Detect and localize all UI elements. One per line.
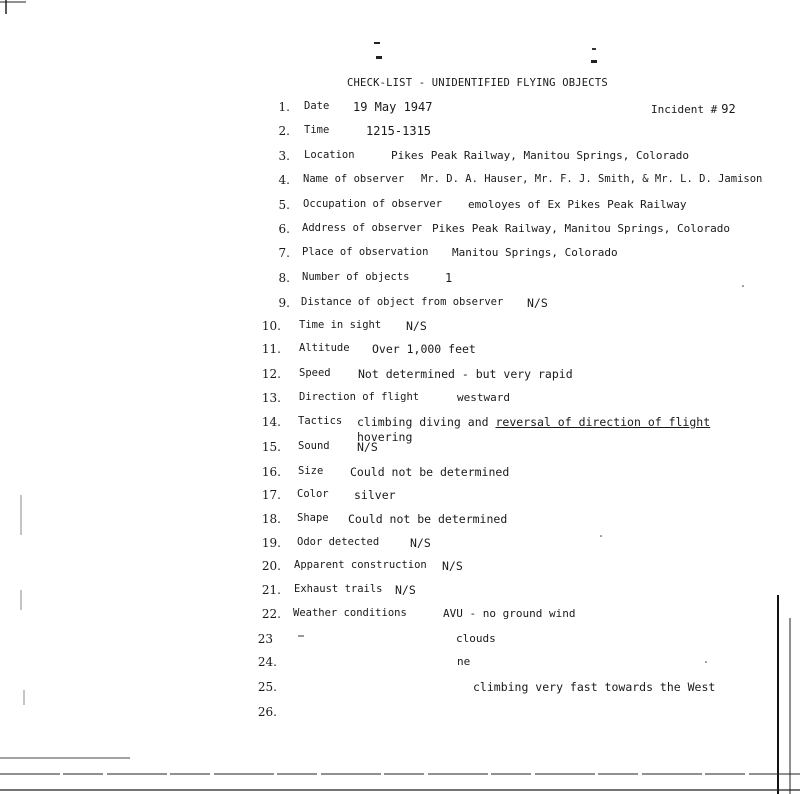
item-number: 12. bbox=[261, 367, 281, 381]
punch-mark bbox=[591, 60, 597, 63]
item-number: 17. bbox=[261, 488, 281, 502]
item-number: 3. bbox=[278, 149, 290, 163]
item-number: 2. bbox=[278, 124, 290, 138]
item-label: Location bbox=[304, 149, 355, 161]
item-value: Could not be determined bbox=[350, 465, 510, 479]
item-value: Pikes Peak Railway, Manitou Springs, Colorado bbox=[391, 149, 690, 162]
incident-label: Incident # bbox=[651, 103, 718, 116]
item-value: N/S bbox=[357, 440, 378, 454]
item-value: westward bbox=[457, 391, 510, 404]
item-number: 1. bbox=[278, 100, 290, 114]
item-number: 13. bbox=[261, 391, 281, 405]
item-number: 14. bbox=[261, 415, 281, 429]
punch-mark bbox=[376, 56, 382, 59]
item-value: 1215-1315 bbox=[366, 124, 432, 138]
item-value: 19 May 1947 bbox=[353, 100, 433, 114]
punch-mark bbox=[592, 48, 596, 50]
item-label: Color bbox=[297, 488, 329, 500]
tactics-underlined-value: reversal of direction of flight bbox=[495, 415, 711, 429]
item-label: Time bbox=[304, 124, 330, 136]
item-value: Manitou Springs, Colorado bbox=[452, 246, 618, 259]
item-number: 20. bbox=[261, 559, 281, 573]
item-label: Address of observer bbox=[302, 222, 423, 234]
item-value: Mr. D. A. Hauser, Mr. F. J. Smith, & Mr. L. D. Jamison bbox=[421, 173, 763, 185]
document-title: CHECK-LIST - UNIDENTIFIED FLYING OBJECTS bbox=[347, 77, 608, 89]
item-number: 8. bbox=[278, 271, 290, 285]
item-value: N/S bbox=[442, 559, 463, 573]
item-label: Sound bbox=[298, 440, 330, 452]
item-label: Tactics bbox=[298, 415, 343, 427]
item-number: 11. bbox=[261, 342, 281, 356]
item-label: Name of observer bbox=[303, 173, 405, 185]
item-value: climbing very fast towards the West bbox=[473, 680, 716, 694]
item-value: Pikes Peak Railway, Manitou Springs, Colorado bbox=[432, 222, 731, 235]
item-label: Occupation of observer bbox=[303, 198, 443, 210]
item-number: 18. bbox=[261, 512, 281, 526]
item-label: Odor detected bbox=[297, 536, 380, 548]
item-number: 10. bbox=[261, 319, 281, 333]
item-value: Not determined - but very rapid bbox=[358, 367, 573, 381]
item-number: 19. bbox=[261, 536, 281, 550]
item-number: 4. bbox=[278, 173, 290, 187]
item-label: Distance of object from observer bbox=[301, 296, 504, 308]
item-label: Exhaust trails bbox=[294, 583, 383, 595]
item-label: Shape bbox=[297, 512, 329, 524]
item-number: 7. bbox=[278, 246, 290, 260]
item-number: 21. bbox=[261, 583, 281, 597]
item-value: N/S bbox=[527, 296, 548, 310]
item-value: Could not be determined bbox=[348, 512, 508, 526]
item-number: 9. bbox=[278, 296, 290, 310]
stray-mark bbox=[705, 661, 707, 663]
item-number: 15. bbox=[261, 440, 281, 454]
item-value: clouds bbox=[456, 632, 496, 645]
item-number: 24. bbox=[257, 655, 277, 669]
incident-number: 92 bbox=[721, 102, 736, 116]
item-number: 16. bbox=[261, 465, 281, 479]
item-number: 25. bbox=[257, 680, 277, 694]
item-value: ne bbox=[457, 655, 471, 668]
tactics-value: climbing diving and bbox=[357, 415, 489, 429]
item-label: Place of observation bbox=[302, 246, 429, 258]
item-label: Altitude bbox=[299, 342, 350, 354]
item-number: 26. bbox=[257, 705, 277, 719]
tactics-value-line-2: hovering bbox=[357, 430, 413, 444]
stray-mark bbox=[742, 285, 744, 287]
item-label: Size bbox=[298, 465, 324, 477]
item-label: Apparent construction bbox=[294, 559, 427, 571]
item-label: Time in sight bbox=[299, 319, 382, 331]
item-number: 22. bbox=[261, 607, 281, 621]
item-value: Over 1,000 feet bbox=[372, 342, 476, 356]
item-value: N/S bbox=[406, 319, 427, 333]
item-label: Direction of flight bbox=[299, 391, 420, 403]
punch-mark bbox=[374, 42, 380, 44]
item-value: emoloyes of Ex Pikes Peak Railway bbox=[468, 198, 687, 211]
item-label: Date bbox=[304, 100, 330, 112]
item-value: N/S bbox=[395, 583, 416, 597]
item-label: Number of objects bbox=[302, 271, 410, 283]
item-number: 5. bbox=[278, 198, 290, 212]
item-label: Weather conditions bbox=[293, 607, 407, 619]
item-label: Speed bbox=[299, 367, 331, 379]
item-number: 6. bbox=[278, 222, 290, 236]
stray-mark bbox=[600, 535, 602, 537]
item-number: 23 bbox=[257, 632, 273, 646]
item-value: AVU - no ground wind bbox=[443, 607, 576, 620]
item-value: N/S bbox=[410, 536, 431, 550]
item-value: 1 bbox=[445, 271, 453, 285]
item-value: silver bbox=[354, 488, 396, 502]
